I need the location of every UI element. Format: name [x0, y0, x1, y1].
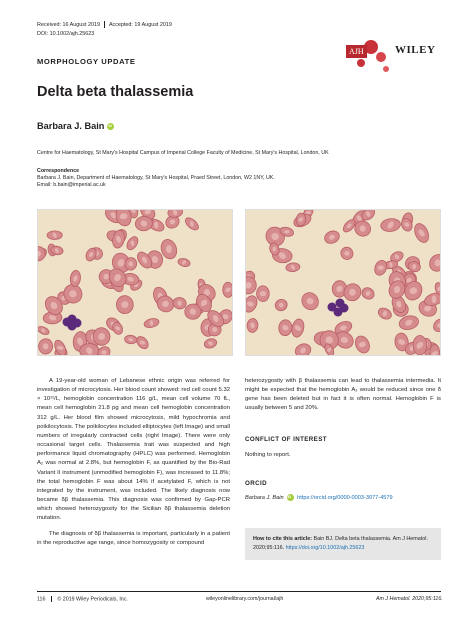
- orcid-icon[interactable]: [107, 123, 114, 130]
- accepted-date: Accepted: 19 August 2019: [108, 21, 172, 28]
- body-paragraph-1: A 19-year-old woman of Lebanese ethnic origin was referred for investigation of microcytosis. Her blood count showed: red cell count 5.32 × 10¹²/L, hemoglobin concentration 116 g/L, mean cell volume 70 fL, mean cell hemoglobin 21.8 pg and mean cell hemoglobin concentration 312 g/L. Her blood film showed microcytosis, mild hypochromia and poikilocytosis. The poikilocytes included elliptocytes (left Image) and small numbers of irregularly contracted cells (right Image). There were only occasional target cells. Thalassemia trait was suspected and high performance liquid chromatography (HPLC) was performed. Hemoglobin A₂ was normal at 2.8%, but hemoglobin F, as quantified by the Bio-Rad Variant II instrument (unmodified hemoglobin F), was increased to 11.8%; the total hemoglobin F was about 14% if acetylated F, which is not integrated by the instrument, was included. The likely diagnosis now became δβ thalassemia. This diagnosis was confirmed by Gap-PCR which showed heterozygosity for the Sicilian δβ thalassemia deletion mutation.: [37, 378, 230, 522]
- orcid-heading: ORCID: [245, 480, 267, 487]
- copyright: © 2019 Wiley Periodicals, Inc.: [57, 596, 128, 603]
- blood-film-left-graphic: [38, 210, 232, 355]
- cite-label: How to cite this article:: [253, 536, 313, 542]
- wiley-logo: WILEY: [395, 44, 436, 56]
- received-date: Received: 16 August 2019: [37, 21, 100, 28]
- journal-logo: [341, 37, 461, 77]
- received-accepted: [37, 21, 172, 28]
- correspondence-label: Correspondence: [37, 168, 80, 174]
- ajh-badge: AJH: [346, 45, 367, 58]
- doi[interactable]: DOI: 10.1002/ajh.25623: [37, 31, 95, 37]
- blood-film-image-right: [245, 209, 441, 356]
- orcid-link[interactable]: https://orcid.org/0000-0003-3077-4579: [297, 494, 393, 501]
- footer-citation: Am J Hematol. 2020;95:116.: [376, 596, 443, 602]
- page-number: 116: [37, 596, 46, 603]
- separator: [104, 21, 105, 28]
- cite-link[interactable]: https://doi.org/10.1002/ajh.25623: [285, 545, 365, 551]
- blood-film-right-graphic: [246, 210, 440, 355]
- article-title: Delta beta thalassemia: [37, 84, 194, 100]
- affiliation: Centre for Haematology, St Mary's Hospital Campus of Imperial College Faculty of Medicine, St Mary's Hospital, London, UK: [37, 150, 329, 156]
- footer-separator: [51, 596, 52, 602]
- conflict-text: Nothing to report.: [245, 452, 291, 458]
- footer-rule: [37, 591, 441, 592]
- body-paragraph-2: The diagnosis of δβ thalassemia is important, particularly in a patient in the reproductive age range, since homozygosity or compound: [37, 530, 230, 546]
- orcid-icon-small[interactable]: [287, 494, 294, 501]
- correspondence-email[interactable]: Email: b.bain@imperial.ac.uk: [37, 182, 106, 189]
- correspondence: [37, 168, 447, 190]
- cite-text: Bain BJ. Delta beta thalassemia. Am J Hematol. 2020;95:116.: [253, 536, 428, 551]
- blood-film-image-left: [37, 209, 233, 356]
- conflict-heading: CONFLICT OF INTEREST: [245, 436, 327, 443]
- left-column: [37, 377, 230, 548]
- right-column-text: heterozygosity with β thalassemia can lead to thalassemia intermedia. It might be expected that the hemoglobin A₂ would be reduced since one δ gene has been deleted but in fact it is often normal. Hemoglobin F is usually between 5 and 20%.: [245, 378, 441, 412]
- orcid-line: [245, 494, 393, 501]
- footer-left: [37, 596, 128, 602]
- author-name: Barbara J. Bain: [37, 121, 105, 131]
- cite-box: [245, 528, 441, 560]
- correspondence-address: Barbara J. Bain, Department of Haematology, St Mary's Hospital, Praed Street, London, W2 1NY, UK.: [37, 175, 275, 182]
- section-label: MORPHOLOGY UPDATE: [37, 57, 136, 66]
- footer-site[interactable]: wileyonlinelibrary.com/journal/ajh: [206, 596, 284, 602]
- orcid-author: Barbara J. Bain: [245, 494, 284, 501]
- author-line: [37, 121, 114, 131]
